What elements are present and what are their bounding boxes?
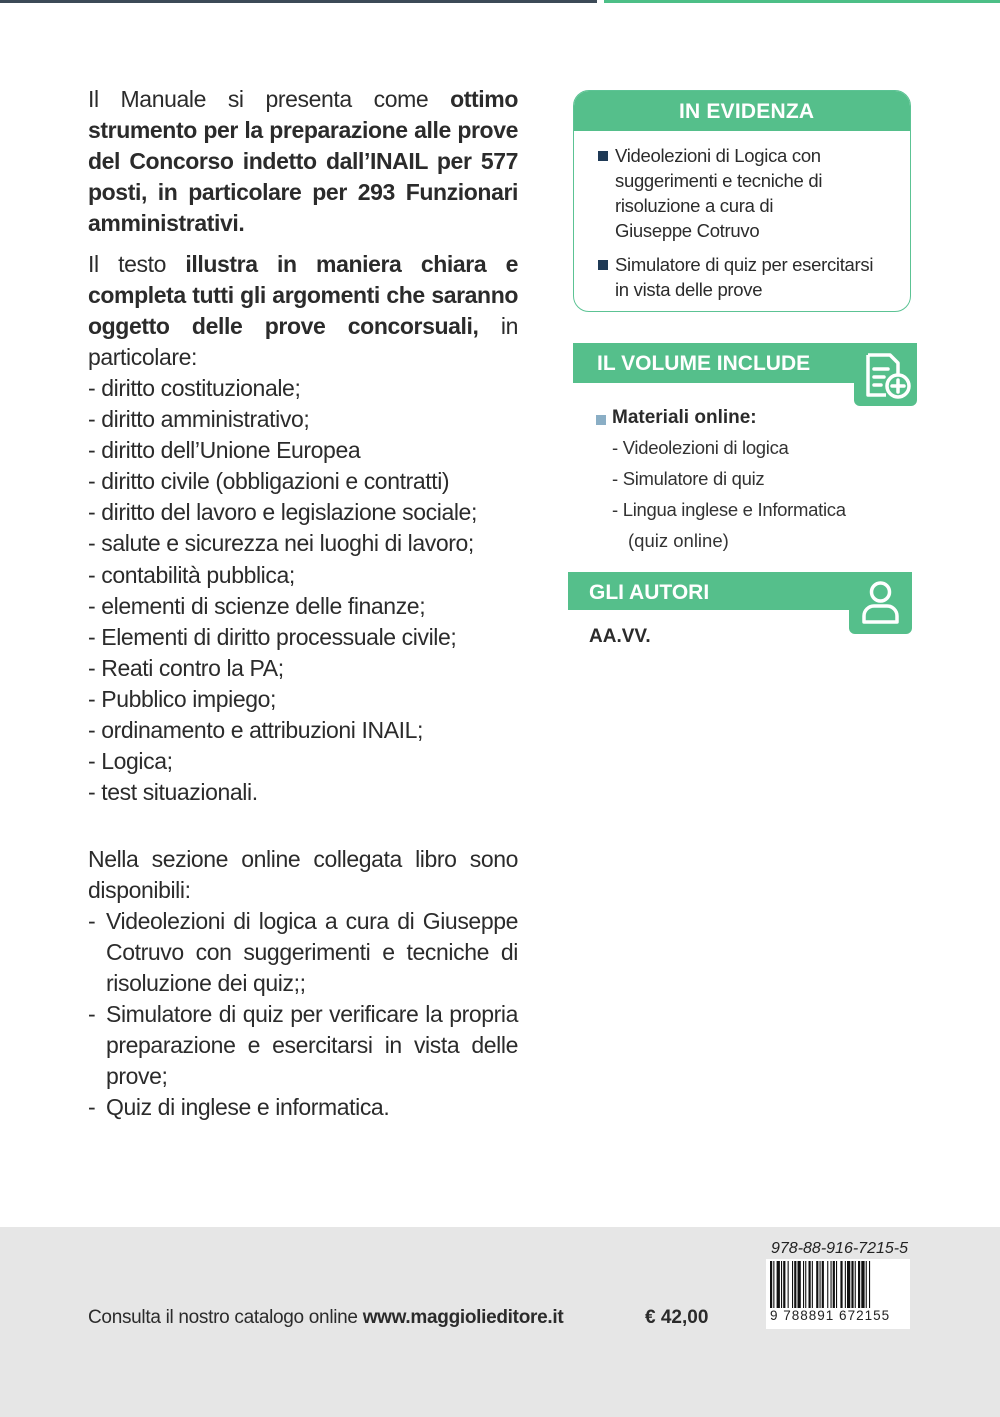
barcode-bar (777, 1261, 780, 1313)
barcode-bar (805, 1261, 806, 1313)
barcode-bar (847, 1261, 850, 1313)
top-divider-green (604, 0, 1000, 3)
list-item-continuation: (quiz online) (628, 530, 729, 551)
list-item: - Logica; (88, 748, 173, 775)
online-resources-list (88, 906, 518, 1123)
intro-1-text: Il Manuale si presenta come (88, 86, 451, 112)
barcode-bar (831, 1261, 832, 1313)
list-item: - Videolezioni di logica (612, 437, 789, 458)
square-bullet-icon (596, 415, 606, 425)
barcode-bar (866, 1261, 867, 1313)
online-materials-label: Materiali online: (612, 407, 757, 428)
isbn-label: 978-88-916-7215-5 (771, 1240, 908, 1257)
list-item: - diritto civile (obbligazioni e contratti) (88, 468, 450, 495)
barcode-bar (781, 1261, 782, 1313)
square-bullet-icon (598, 260, 608, 270)
authors-title: GLI AUTORI (589, 581, 710, 604)
document-add-icon (854, 343, 917, 406)
list-item: - ordinamento e attribuzioni INAIL; (88, 717, 424, 744)
intro-paragraph-2 (88, 249, 518, 373)
highlights-box (573, 90, 911, 312)
barcode-bar (822, 1261, 824, 1313)
barcode-bar (833, 1261, 835, 1313)
list-item-text: Videolezioni di Logica con suggerimenti e tecniche di risoluzione a cura di Giuseppe Cotruvo (615, 145, 823, 241)
list-item: - Reati contro la PA; (88, 654, 284, 681)
catalog-label: Consulta il nostro catalogo online (88, 1307, 363, 1328)
highlights-title: IN EVIDENZA (574, 91, 910, 131)
list-item: - diritto dell’Unione Europea (88, 437, 361, 464)
dash-marker: - (88, 908, 96, 935)
barcode-bar (840, 1261, 842, 1313)
barcode-bar (820, 1261, 821, 1313)
barcode-bar (851, 1261, 853, 1313)
list-item: - contabilità pubblica; (88, 561, 295, 588)
online-intro: Nella sezione online collegata libro sono disponibili: (88, 846, 518, 904)
intro-paragraph-1 (88, 84, 518, 239)
barcode-bar (812, 1261, 813, 1313)
intro-2-bold-text: illustra in maniera chiara e completa tutti gli argomenti che saranno oggetto delle prove concorsuali, (88, 251, 519, 339)
barcode-bar (783, 1261, 785, 1313)
list-item-text: Quiz di inglese e informatica. (106, 1094, 390, 1121)
barcode-bar (794, 1261, 796, 1313)
person-icon (849, 572, 912, 634)
barcode-bar (827, 1261, 828, 1313)
catalog-text (88, 1307, 563, 1329)
barcode-bar (792, 1261, 793, 1313)
list-item: - Elementi di diritto processuale civile; (88, 623, 457, 650)
list-item-text: Simulatore di quiz per esercitarsi in vista delle prove (615, 254, 874, 300)
online-materials-heading (596, 404, 916, 432)
list-item (88, 906, 518, 999)
barcode-bar (869, 1261, 870, 1313)
volume-title: IL VOLUME INCLUDE (597, 352, 811, 375)
list-item (88, 1092, 518, 1123)
barcode-bar (816, 1261, 818, 1313)
list-item (88, 999, 518, 1092)
barcode-bar (836, 1261, 837, 1313)
list-item-text: Videolezioni di logica a cura di Giuseppe Cotruvo con suggerimenti e tecniche di risoluzione dei quiz;; (106, 908, 518, 997)
barcode-digits: 9 788891 672155 (770, 1308, 891, 1323)
authors-name: AA.VV. (589, 626, 651, 647)
list-item: - test situazionali. (88, 779, 258, 806)
barcode-bar (803, 1261, 804, 1313)
catalog-link[interactable]: www.maggiolieditore.it (362, 1307, 564, 1328)
intro-2-tail-text: in particolare: (88, 313, 518, 370)
top-divider-dark (0, 0, 597, 3)
list-item: - salute e sicurezza nei luoghi di lavoro; (88, 530, 474, 557)
list-item: - Simulatore di quiz (612, 468, 765, 489)
list-item: - Pubblico impiego; (88, 685, 277, 712)
barcode-bar (845, 1261, 846, 1313)
barcode-bar (809, 1261, 811, 1313)
intro-1-bold-text: ottimo strumento per la preparazione alle prove del Concorso indetto dall’INAIL per 577 posti, in particolare per 293 Funzionari amministrativi. (88, 86, 518, 236)
volume-contents (596, 404, 916, 556)
barcode-bar (855, 1261, 856, 1313)
list-item: - Lingua inglese e Informatica (612, 499, 846, 520)
barcode-bar (788, 1261, 789, 1313)
list-item (596, 252, 910, 302)
barcode-bar (798, 1261, 801, 1313)
list-item: - elementi di scienze delle finanze; (88, 592, 426, 619)
square-bullet-icon (598, 151, 608, 161)
description-column (88, 84, 518, 1123)
highlights-list (574, 131, 910, 302)
topics-list (88, 373, 518, 808)
list-item: - diritto amministrativo; (88, 406, 310, 433)
list-item: - diritto del lavoro e legislazione sociale; (88, 499, 477, 526)
barcode-bar (770, 1261, 772, 1313)
online-materials-list (596, 432, 916, 525)
barcode-bar (861, 1261, 864, 1313)
barcode-bar (858, 1261, 860, 1313)
list-item (596, 143, 910, 243)
list-item: - diritto costituzionale; (88, 375, 301, 401)
price-label: € 42,00 (645, 1307, 709, 1328)
dash-marker: - (88, 1094, 96, 1121)
intro-2-text: Il testo (88, 251, 186, 277)
barcode-bar (773, 1261, 774, 1313)
dash-marker: - (88, 1001, 96, 1028)
list-item-text: Simulatore di quiz per verificare la propria preparazione e esercitarsi in vista delle prove; (106, 1001, 518, 1090)
